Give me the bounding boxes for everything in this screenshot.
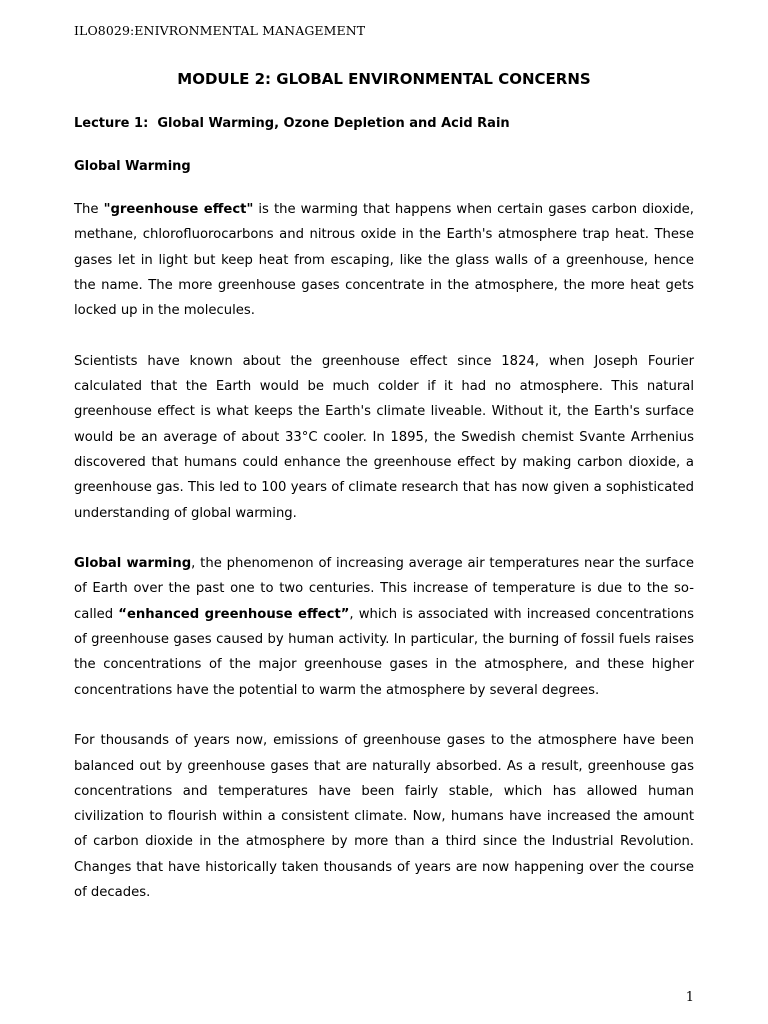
bold-term: "greenhouse effect" bbox=[103, 202, 254, 217]
bold-term: “enhanced greenhouse effect” bbox=[118, 606, 350, 622]
running-header: ILO8029:ENIVRONMENTAL MANAGEMENT bbox=[74, 23, 366, 38]
paragraph-text: , the phenomenon of increasing average air temperatures near the surface of Earth over the past one to two centuries. This increase of temperature is due to the so-called bbox=[74, 556, 694, 622]
module-title: MODULE 2: GLOBAL ENVIRONMENTAL CONCERNS bbox=[177, 70, 591, 88]
section-heading: Global Warming bbox=[74, 159, 191, 174]
bold-term: Global warming bbox=[74, 556, 192, 572]
document-body bbox=[74, 197, 694, 931]
paragraph-text: is the warming that happens when certain gases carbon dioxide, methane, chlorofluorocarbons and nitrous oxide in the Earth's atmosphere trap heat. These gases let in light but keep heat from escaping, like the glass walls of a greenhouse, hence the name. The more greenhouse gases concentrate in the atmosphere, the more heat gets locked up in the molecules. bbox=[74, 202, 694, 319]
paragraph-text: , which is associated with increased concentrations of greenhouse gases caused by human activity. In particular, the burning of fossil fuels raises the concentrations of the major greenhouse gases in the atmosphere, and these higher concentrations have the potential to warm the atmosphere by several degrees. bbox=[74, 606, 694, 698]
page-number: 1 bbox=[685, 990, 694, 1005]
paragraph-global-warming bbox=[74, 551, 694, 703]
paragraph-emissions: For thousands of years now, emissions of greenhouse gases to the atmosphere have been balanced out by greenhouse gases that are naturally absorbed. As a result, greenhouse gas concentrations and temperatures have been fairly stable, which has allowed human civilization to flourish within a consistent climate. Now, humans have increased the amount of carbon dioxide in the atmosphere by more than a third since the Industrial Revolution. Changes that have historically taken thousands of years are now happening over the course of decades. bbox=[74, 733, 694, 901]
lecture-title: Lecture 1: Global Warming, Ozone Depletion and Acid Rain bbox=[74, 116, 510, 131]
paragraph-history: Scientists have known about the greenhouse effect since 1824, when Joseph Fourier calculated that the Earth would be much colder if it had no atmosphere. This natural greenhouse effect is what keeps the Earth's climate liveable. Without it, the Earth's surface would be an average of about 33°C cooler. In 1895, the Swedish chemist Svante Arrhenius discovered that humans could enhance the greenhouse effect by making carbon dioxide, a greenhouse gas. This led to 100 years of climate research that has now given a sophisticated understanding of global warming. bbox=[74, 353, 694, 521]
paragraph-greenhouse-effect bbox=[74, 197, 694, 323]
paragraph-text: The bbox=[74, 202, 104, 217]
